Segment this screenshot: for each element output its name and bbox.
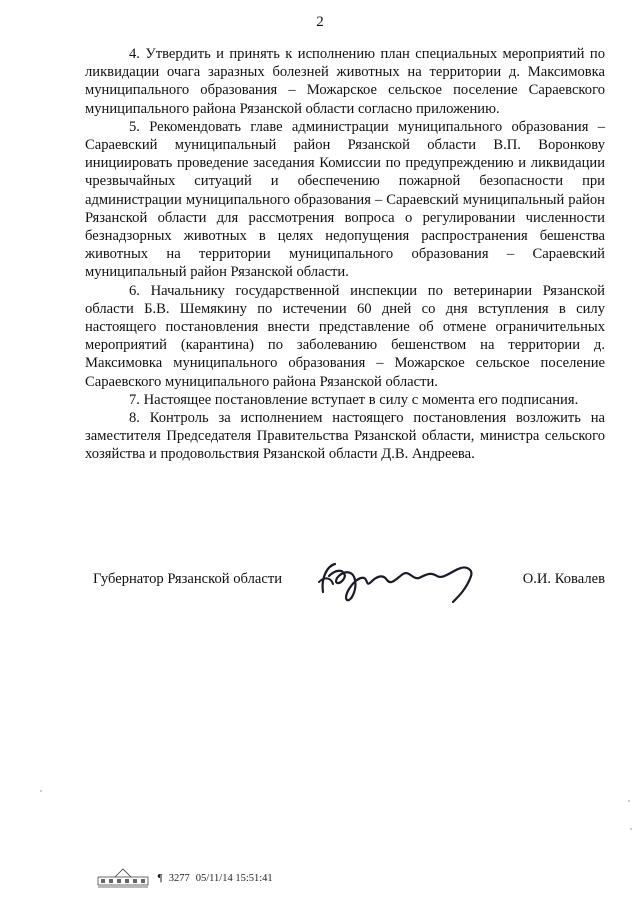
registration-line <box>157 872 273 884</box>
registration-datetime: 05/11/14 15:51:41 <box>195 872 273 884</box>
scan-speck <box>40 790 42 792</box>
registration-mark: ¶ <box>157 872 163 884</box>
paragraph-6: 6. Начальнику государственной инспекции по ветеринарии Рязанской области Б.В. Шемякину по истечении 60 дней со дня вступления в силу настоящего постановления внести представление об отмене ограничительных мероприятий (карантина) по заболеванию бешенством на территории д. Максимовка муниципального образования – Можарское сельское поселение Сараевского муниципального района Рязанской области. <box>85 282 605 390</box>
signature-row <box>85 562 605 602</box>
document-body <box>85 45 605 464</box>
registration-number: 3277 <box>168 872 190 884</box>
footer <box>97 866 273 890</box>
paragraph-4: 4. Утвердить и принять к исполнению план специальных мероприятий по ликвидации очага заразных болезней животных на территории д. Максимовка муниципального образования – Можарское сельское поселение Сараевского муниципального района Рязанской области согласно приложению. <box>85 46 605 117</box>
scan-speck <box>630 828 632 830</box>
scan-speck <box>628 800 630 802</box>
signatory-title: Губернатор Рязанской области <box>93 571 283 587</box>
paragraph-7: 7. Настоящее постановление вступает в силу с момента его подписания. <box>129 391 579 408</box>
paragraph-5: 5. Рекомендовать главе администрации муниципального образования – Сараевский муниципальный район Рязанской области В.П. Воронкову инициировать проведение заседания Комиссии по предупреждению и ликвидации чрезвычайных ситуаций и обеспечению пожарной безопасности при администрации муниципального образования – Сараевский муниципальный район Рязанской области для рассмотрения вопроса о регулировании численности безнадзорных животных в целях недопущения распространения бешенства животных на территории муниципального образования – Сараевский муниципальный район Рязанской области. <box>85 118 605 281</box>
page-number: 2 <box>316 14 324 30</box>
registry-stamp-logo <box>97 867 149 889</box>
signatory-name: О.И. Ковалев <box>522 571 605 587</box>
handwritten-signature <box>313 556 493 606</box>
paragraph-8: 8. Контроль за исполнением настоящего постановления возложить на заместителя Председателя Правительства Рязанской области, министра сельского хозяйства и продовольствия Рязанской области Д.В. Андреева. <box>85 410 605 463</box>
